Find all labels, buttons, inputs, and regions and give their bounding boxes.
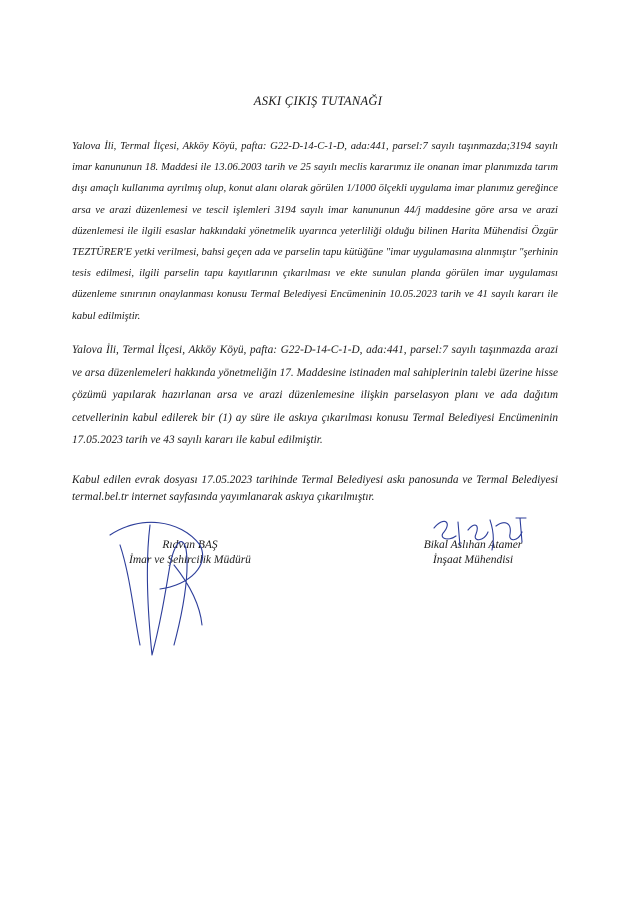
signatory-role-right: İnşaat Mühendisi (432, 554, 514, 566)
signatory-name-left: Rıdvan BAŞ (162, 539, 218, 551)
paragraph-1: Yalova İli, Termal İlçesi, Akköy Köyü, pafta: G22-D-14-C-1-D, ada:441, parsel:7 sayılı taşınmazda;3194 sayılı imar kanununun 18. Maddesi ile 13.06.2003 tarih ve 25 sayılı meclis kararımız ile onanan imar planımızda tarım dışı amaçlı kullanıma ayrılmış olup, konut alanı olarak görülen 1/1000 ölçekli uygulama imar planımız gereğince arsa ve arazi düzenlemesi ve tescil işlemleri 3194 sayılı imar kanununun 44/j maddesine göre arsa ve arazi düzenlemesi ile ilgili esaslar hakkındaki yönetmelik uyarınca yeterliliği olduğu bilinen Harita Mühendisi Özgür TEZTÜRER'E yetki verilmesi, bahsi geçen ada ve parselin tapu kütüğüne "imar uygulamasına alınmıştır "şerhinin tesis edilmesi, ilgili parselin tapu kayıtlarının çıkarılması ve ekte sunulan planda görülen imar uygulaması düzenleme sınırının onaylanması konusu Termal Belediyesi Encümeninin 10.05.2023 tarih ve 41 sayılı kararı ile kabul edilmiştir. (72, 141, 558, 322)
paragraph-2: Yalova İli, Termal İlçesi, Akköy Köyü, pafta: G22-D-14-C-1-D, ada:441, parsel:7 sayılı taşınmazda arazi ve arsa düzenlemeleri hakkında yönetmeliğin 17. Maddesine istinaden mal sahiplerinin talebi üzerine hisse çözümü yapılarak hazırlanan arsa ve arazi düzenlemesine ilişkin parselasyon planı ve ada dağıtım cetvellerinin kabul edilerek bir (1) ay süre ile askıya çıkarılması konusu Termal Belediyesi Encümeninin 17.05.2023 tarih ve 43 sayılı kararı ile kabul edilmiştir. (72, 344, 558, 447)
signatory-role-left: İmar ve Şehircilik Müdürü (129, 554, 251, 566)
handwritten-signature-right (430, 512, 540, 552)
signatory-name-right: Bikal Aslıhan Atamer (423, 539, 523, 551)
paragraph-3: Kabul edilen evrak dosyası 17.05.2023 tarihinde Termal Belediyesi askı panosunda ve Termal Belediyesi termal.bel.tr internet sayfasında yayımlanarak askıya çıkarılmıştır. (72, 474, 558, 503)
handwritten-signature-left (90, 505, 220, 665)
document-title: ASKI ÇIKIŞ TUTANAĞI (253, 94, 383, 108)
